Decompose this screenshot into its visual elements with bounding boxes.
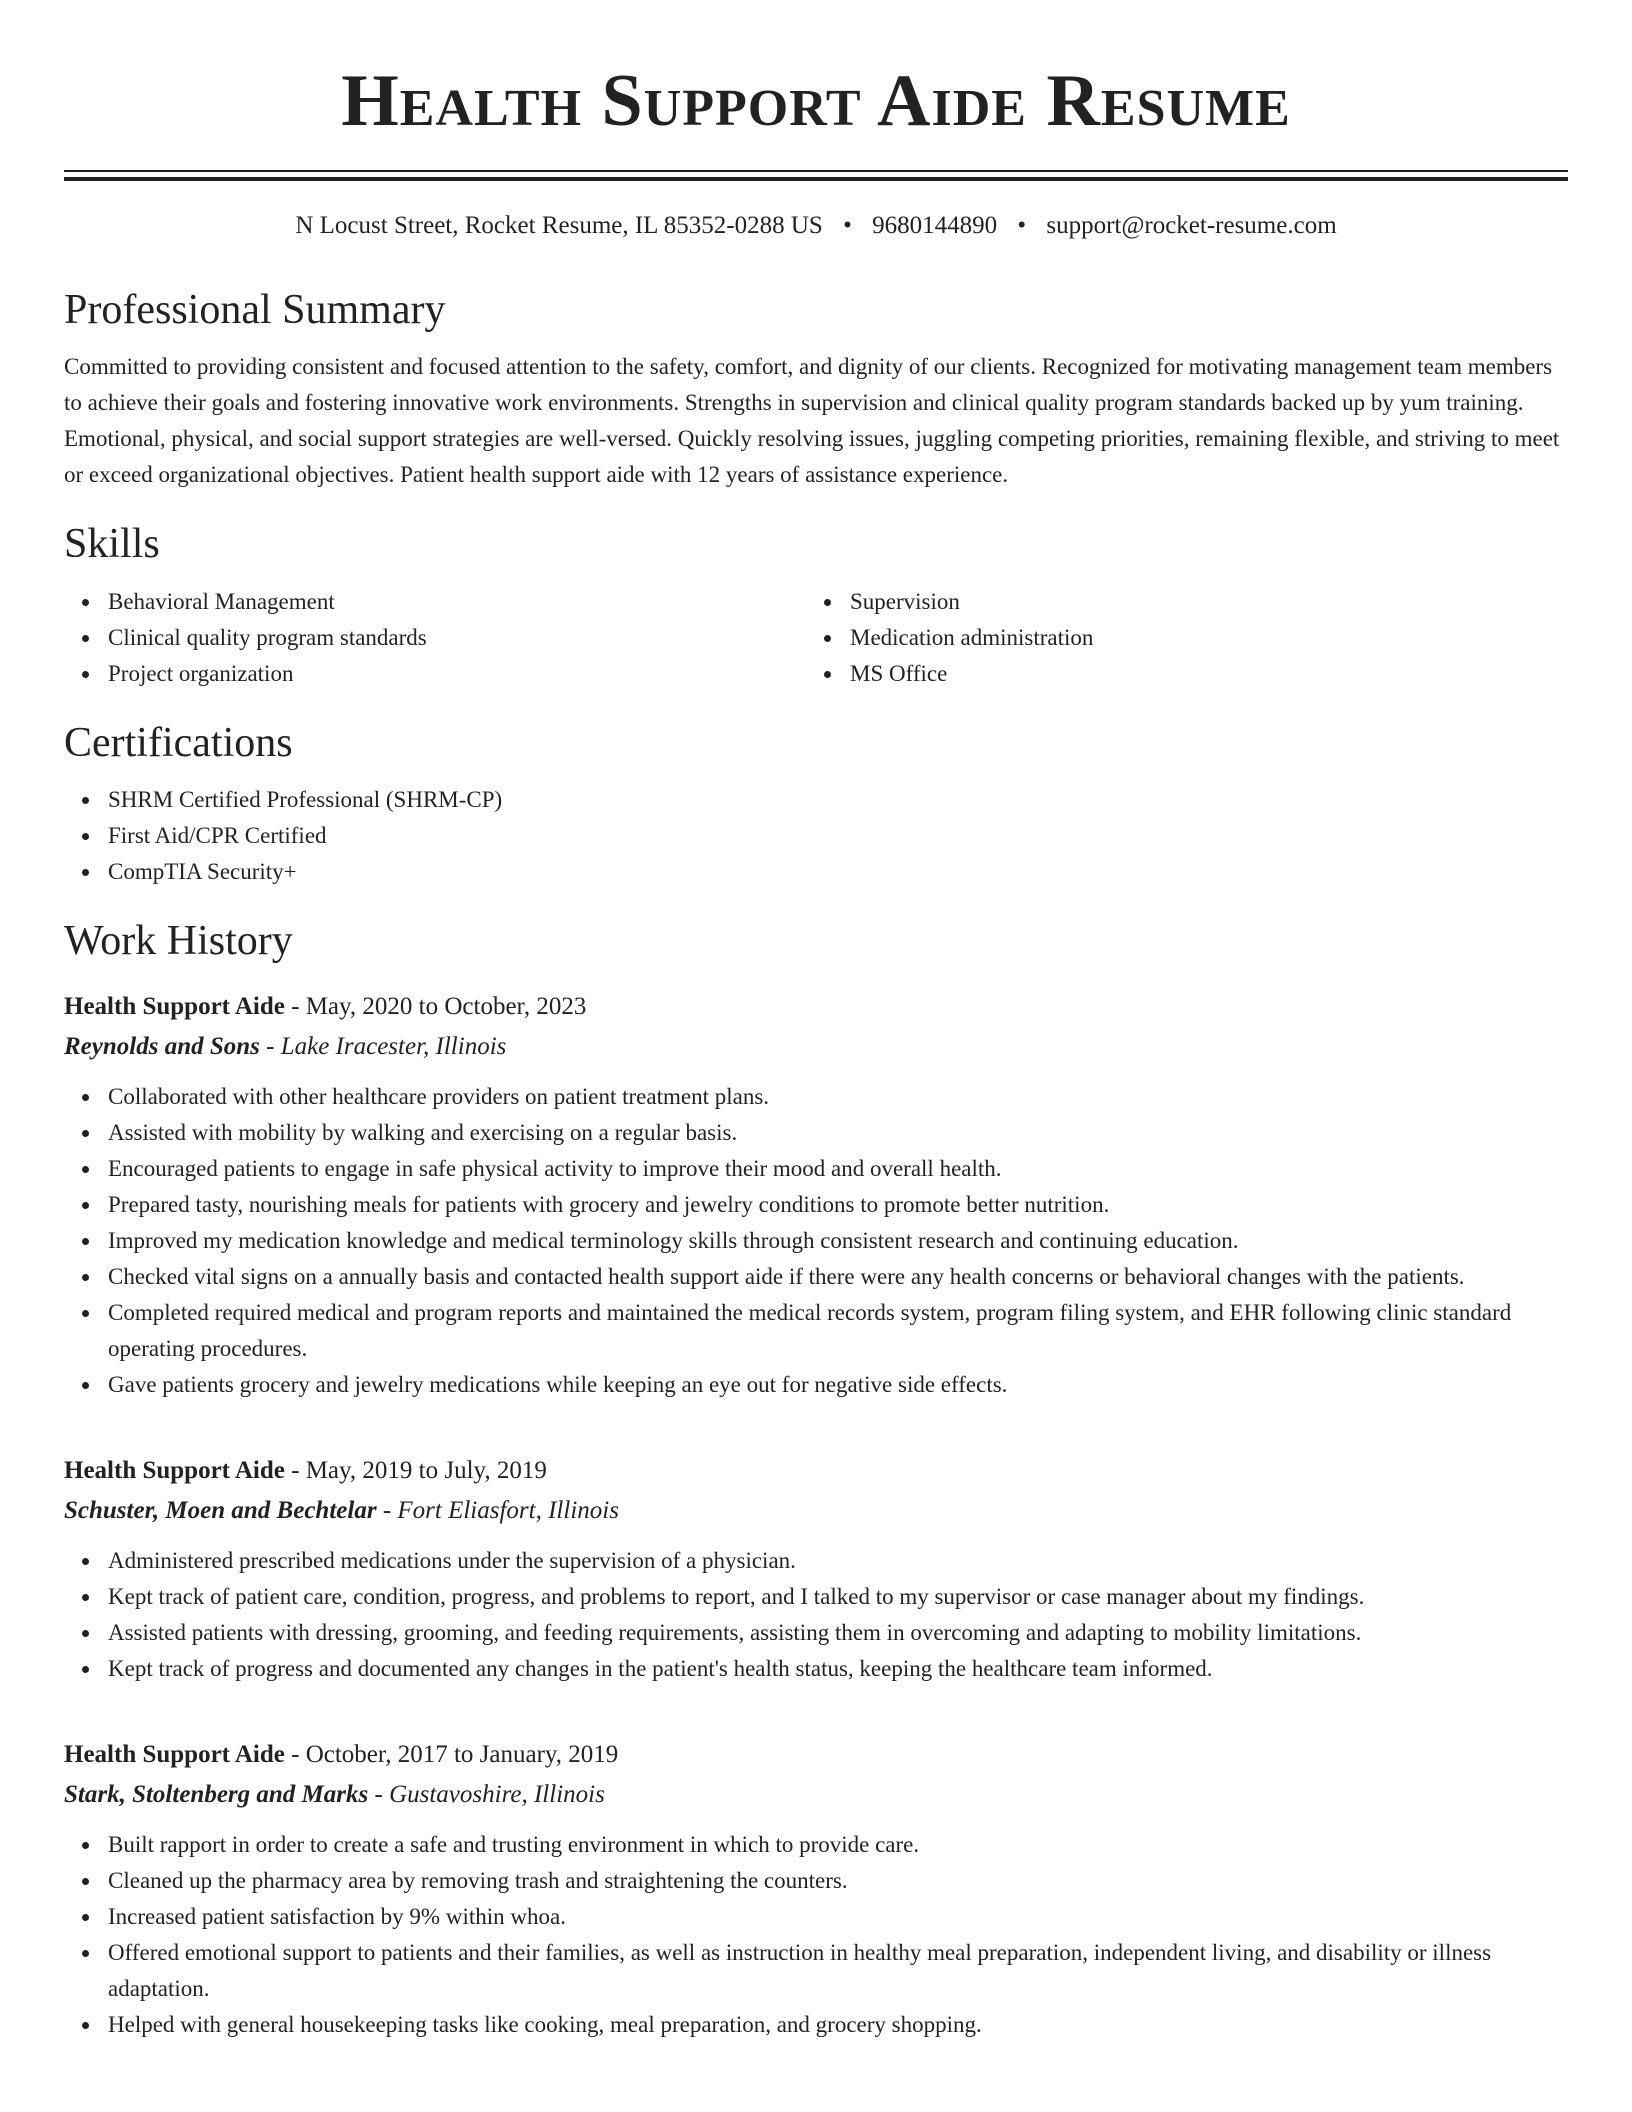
- job-bullet: Improved my medication knowledge and medical terminology skills through consistent research and continuing education.: [108, 1223, 1568, 1259]
- certifications-section: [64, 718, 1568, 890]
- contact-email: support@rocket-resume.com: [1046, 212, 1337, 239]
- contact-line: [64, 211, 1568, 241]
- job-dates: - May, 2020 to October, 2023: [284, 992, 587, 1020]
- job-bullets: [64, 1543, 1568, 1687]
- job-company: Reynolds and Sons: [64, 1032, 260, 1060]
- job-title: Health Support Aide: [64, 992, 285, 1020]
- job-location: - Fort Eliasfort, Illinois: [376, 1496, 619, 1524]
- contact-separator: •: [1017, 212, 1027, 239]
- summary-heading: Professional Summary: [64, 287, 446, 333]
- job-bullet: Offered emotional support to patients and their families, as well as instruction in healthy meal preparation, independent living, and disability or illness adaptation.: [108, 1935, 1568, 2007]
- job-bullets: [64, 1827, 1568, 2043]
- job-bullet: Administered prescribed medications under the supervision of a physician.: [108, 1543, 1568, 1579]
- job-bullets: [64, 1079, 1568, 1403]
- job-entry: [64, 1735, 1568, 2043]
- job-title-line: [64, 1451, 1568, 1491]
- job-entry: [64, 987, 1568, 1403]
- work-history-section: [64, 916, 1568, 2042]
- certification-item: CompTIA Security+: [108, 854, 1568, 890]
- job-title: Health Support Aide: [64, 1456, 285, 1484]
- skill-item: Medication administration: [850, 620, 1548, 656]
- job-bullet: Kept track of patient care, condition, progress, and problems to report, and I talked to my supervisor or case manager about my findings.: [108, 1579, 1568, 1615]
- job-company-line: [64, 1775, 1568, 1815]
- summary-text: Committed to providing consistent and focused attention to the safety, comfort, and dignity of our clients. Recognized for motivating management team members to achieve their goals and fostering innovative work environments. Strengths in supervision and clinical quality program standards backed up by yum training. Emotional, physical, and social support strategies are well-versed. Quickly resolving issues, juggling competing priorities, remaining flexible, and striving to meet or exceed organizational objectives. Patient health support aide with 12 years of assistance experience.: [64, 354, 1560, 488]
- job-bullet: Cleaned up the pharmacy area by removing trash and straightening the counters.: [108, 1863, 1568, 1899]
- skills-list-right: [806, 584, 1548, 692]
- job-bullet: Encouraged patients to engage in safe physical activity to improve their mood and overall health.: [108, 1151, 1568, 1187]
- resume-page: [64, 0, 1568, 2043]
- skills-section: [64, 519, 1568, 691]
- skills-column-left: [64, 584, 806, 692]
- certification-item: SHRM Certified Professional (SHRM-CP): [108, 782, 1568, 818]
- skill-item: Supervision: [850, 584, 1548, 620]
- job-title-line: [64, 1735, 1568, 1775]
- job-bullet: Built rapport in order to create a safe and trusting environment in which to provide care.: [108, 1827, 1568, 1863]
- job-bullet: Kept track of progress and documented any changes in the patient's health status, keeping the healthcare team informed.: [108, 1651, 1568, 1687]
- contact-address: N Locust Street, Rocket Resume, IL 85352-0288 US: [295, 212, 823, 239]
- skill-item: MS Office: [850, 656, 1548, 692]
- title-double-rule: [64, 170, 1568, 181]
- job-company: Stark, Stoltenberg and Marks: [64, 1780, 369, 1808]
- job-bullet: Gave patients grocery and jewelry medications while keeping an eye out for negative side effects.: [108, 1367, 1568, 1403]
- certification-item: First Aid/CPR Certified: [108, 818, 1568, 854]
- job-bullet: Completed required medical and program reports and maintained the medical records system, program filing system, and EHR following clinic standard operating procedures.: [108, 1295, 1568, 1367]
- job-bullet: Assisted with mobility by walking and exercising on a regular basis.: [108, 1115, 1568, 1151]
- summary-section: [64, 285, 1568, 493]
- job-title-line: [64, 987, 1568, 1027]
- certifications-heading: Certifications: [64, 719, 293, 766]
- job-location: - Lake Iracester, Illinois: [259, 1032, 507, 1060]
- job-dates: - October, 2017 to January, 2019: [284, 1740, 619, 1768]
- skill-item: Behavioral Management: [108, 584, 806, 620]
- skills-grid: [64, 584, 1568, 692]
- contact-separator: •: [843, 212, 852, 239]
- skill-item: Project organization: [108, 656, 806, 692]
- resume-title: Health Support Aide Resume: [341, 60, 1291, 142]
- job-bullet: Increased patient satisfaction by 9% within whoa.: [108, 1899, 1568, 1935]
- certifications-list: [64, 782, 1568, 890]
- job-bullet: Assisted patients with dressing, grooming, and feeding requirements, assisting them in overcoming and adapting to mobility limitations.: [108, 1615, 1568, 1651]
- job-company: Schuster, Moen and Bechtelar: [64, 1496, 377, 1524]
- skills-list-left: [64, 584, 806, 692]
- job-title: Health Support Aide: [64, 1740, 285, 1768]
- work-history-heading: Work History: [64, 918, 293, 965]
- job-location: - Gustavoshire, Illinois: [368, 1780, 605, 1808]
- job-bullet: Prepared tasty, nourishing meals for patients with grocery and jewelry conditions to promote better nutrition.: [108, 1187, 1568, 1223]
- job-bullet: Helped with general housekeeping tasks like cooking, meal preparation, and grocery shopping.: [108, 2007, 1568, 2043]
- skills-column-right: [806, 584, 1548, 692]
- job-dates: - May, 2019 to July, 2019: [284, 1456, 547, 1484]
- job-bullet: Collaborated with other healthcare providers on patient treatment plans.: [108, 1079, 1568, 1115]
- job-company-line: [64, 1491, 1568, 1531]
- skills-heading: Skills: [64, 521, 160, 568]
- skill-item: Clinical quality program standards: [108, 620, 806, 656]
- job-company-line: [64, 1027, 1568, 1067]
- contact-phone: 9680144890: [872, 212, 998, 239]
- job-bullet: Checked vital signs on a annually basis and contacted health support aide if there were any health concerns or behavioral changes with the patients.: [108, 1259, 1568, 1295]
- job-entry: [64, 1451, 1568, 1687]
